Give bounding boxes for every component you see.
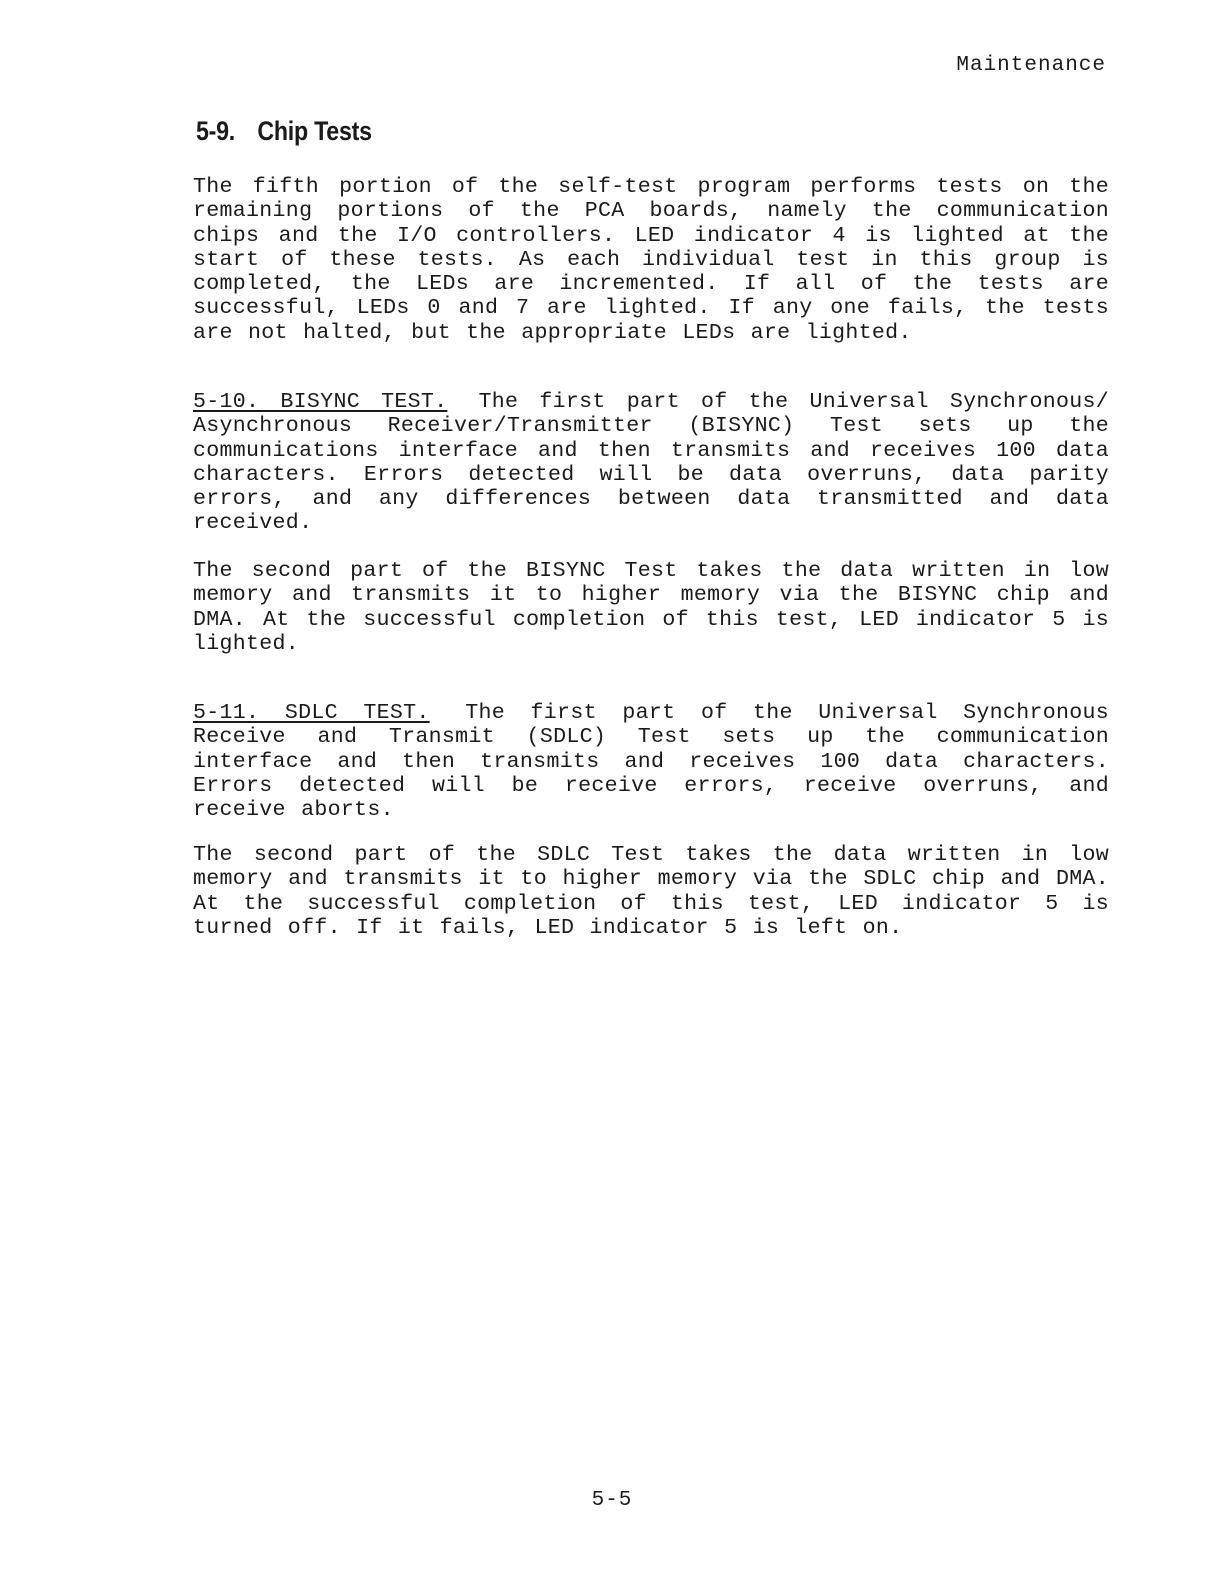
section-number: 5-9.	[196, 116, 235, 146]
section-title-text: Chip Tests	[257, 116, 372, 146]
intro-paragraph: The fifth portion of the self-test program performs tests on the remaining portions of the PCA boards, namely the communication chips and the I/O controllers. LED indicator 4 is lighted at the start of these tests. As each individual test in this group is completed, the LEDs are incremented. If all of the tests are successful, LEDs 0 and 7 are lighted. If any one fails, the tests are not halted, but the appropriate LEDs are lighted.	[193, 175, 1109, 345]
bisync-paragraph-1-text: The first part of the Universal Synchronous/ Asynchronous Receiver/Transmitter (BISYNC) Test sets up the communications interface and then transmits and receives 100 data characters. Errors detected will be data overruns, data parity errors, and any differences between data transmitted and data received.	[193, 390, 1110, 536]
bisync-paragraph-1	[193, 390, 1109, 536]
bisync-paragraph-2: The second part of the BISYNC Test takes the data written in low memory and transmits it to higher memory via the BISYNC chip and DMA. At the successful completion of this test, LED indicator 5 is lighted.	[193, 559, 1109, 656]
sdlc-paragraph-2: The second part of the SDLC Test takes the data written in low memory and transmits it to higher memory via the SDLC chip and DMA. At the successful completion of this test, LED indicator 5 is turned off. If it fails, LED indicator 5 is left on.	[193, 843, 1109, 940]
section-title	[196, 116, 372, 147]
bisync-heading: 5-10. BISYNC TEST.	[193, 390, 448, 414]
sdlc-heading: 5-11. SDLC TEST.	[193, 701, 430, 725]
sdlc-paragraph-1-text: The first part of the Universal Synchronous Receive and Transmit (SDLC) Test sets up the communication interface and then transmits and receives 100 data characters. Errors detected will be receive errors, receive overruns, and receive aborts.	[193, 701, 1109, 823]
page-number: 5-5	[591, 1489, 633, 1512]
sdlc-paragraph-1	[193, 701, 1109, 822]
running-head: Maintenance	[956, 54, 1106, 77]
